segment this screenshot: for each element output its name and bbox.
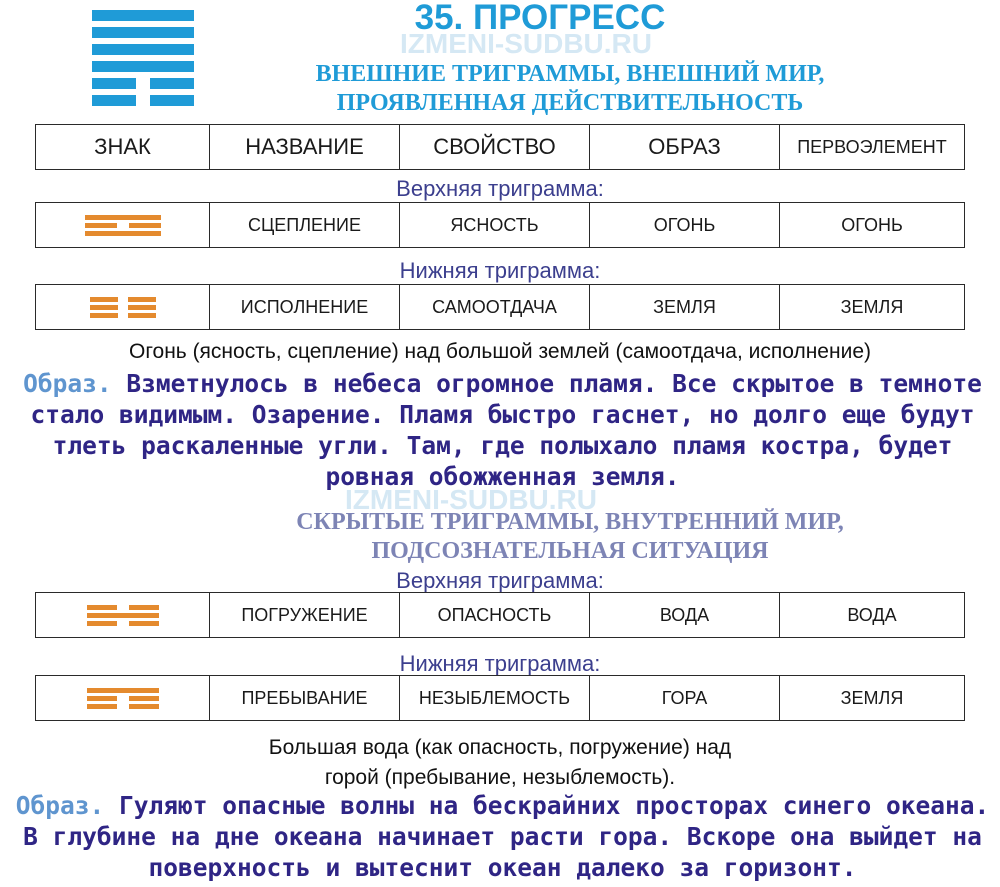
trigram-sign [36,676,210,721]
trigram-image: ОГОНЬ [590,203,780,248]
inner-image-paragraph [10,790,995,883]
outer-image-paragraph [10,368,995,492]
mountain-trigram-icon [87,685,159,712]
fire-trigram-icon [85,212,161,239]
page-title: 35. ПРОГРЕСС [414,0,666,37]
column-header: СВОЙСТВО [400,125,590,170]
upper-trigram-label: Верхняя триграмма: [396,568,604,593]
trigram-image: ГОРА [590,676,780,721]
inner-heading-line: ПОДСОЗНАТЕЛЬНАЯ СИТУАЦИЯ [371,538,769,564]
inner-lower-trigram-row [35,675,965,721]
trigram-element: ОГОНЬ [780,203,965,248]
trigram-property: САМООТДАЧА [400,285,590,330]
trigram-element: ВОДА [780,593,965,638]
trigram-property: ЯСНОСТЬ [400,203,590,248]
column-header: ЗНАК [36,125,210,170]
image-label: Образ. [23,369,112,398]
inner-summary-line: горой (пребывание, незыблемость). [324,766,676,789]
trigram-element: ЗЕМЛЯ [780,285,965,330]
trigram-sign [36,285,210,330]
inner-heading-line: СКРЫТЫЕ ТРИГРАММЫ, ВНУТРЕННИЙ МИР, [296,509,844,535]
inner-summary [0,733,1000,793]
outer-summary: Огонь (ясность, сцепление) над большой землей (самоотдача, исполнение) [128,340,871,363]
watermark: IZMENI-SUDBU.RU [400,28,652,59]
image-text: Взметнулось в небеса огромное пламя. Все скрытое в темноте стало видимым. Озарение. Пламя быстро гаснет, но долго еще будут тлеть раскаленные угли. Там, где полыхало пламя костра, будет ровная обожженная земля. [30,369,982,491]
trigram-image: ВОДА [590,593,780,638]
outer-heading [180,60,960,118]
inner-heading [180,508,960,566]
watermark: IZMENI-SUDBU.RU [345,484,597,515]
column-header: НАЗВАНИЕ [210,125,400,170]
earth-trigram-icon [90,294,156,321]
trigram-sign [36,203,210,248]
column-header-table [35,124,965,170]
outer-upper-trigram-row [35,202,965,248]
trigram-property: ОПАСНОСТЬ [400,593,590,638]
trigram-name: ИСПОЛНЕНИЕ [210,285,400,330]
trigram-property: НЕЗЫБЛЕМОСТЬ [400,676,590,721]
column-header: ОБРАЗ [590,125,780,170]
image-text: Гуляют опасные волны на бескрайних просторах синего океана. В глубине на дне океана начинает расти гора. Вскоре она выйдет на поверхность и вытеснит океан далеко за горизонт. [23,791,990,882]
trigram-sign [36,593,210,638]
upper-trigram-label: Верхняя триграмма: [396,176,604,201]
trigram-name: ПОГРУЖЕНИЕ [210,593,400,638]
trigram-element: ЗЕМЛЯ [780,676,965,721]
inner-summary-line: Большая вода (как опасность, погружение) над [268,736,732,759]
lower-trigram-label: Нижняя триграмма: [399,258,601,283]
trigram-name: ПРЕБЫВАНИЕ [210,676,400,721]
outer-lower-trigram-row [35,284,965,330]
inner-upper-trigram-row [35,592,965,638]
outer-heading-line: ПРОЯВЛЕННАЯ ДЕЙСТВИТЕЛЬНОСТЬ [336,90,804,116]
column-header: ПЕРВОЭЛЕМЕНТ [780,125,965,170]
trigram-image: ЗЕМЛЯ [590,285,780,330]
trigram-name: СЦЕПЛЕНИЕ [210,203,400,248]
image-label: Образ. [15,791,105,820]
outer-heading-line: ВНЕШНИЕ ТРИГРАММЫ, ВНЕШНИЙ МИР, [315,61,825,87]
lower-trigram-label: Нижняя триграмма: [399,651,601,676]
water-trigram-icon [87,602,159,629]
